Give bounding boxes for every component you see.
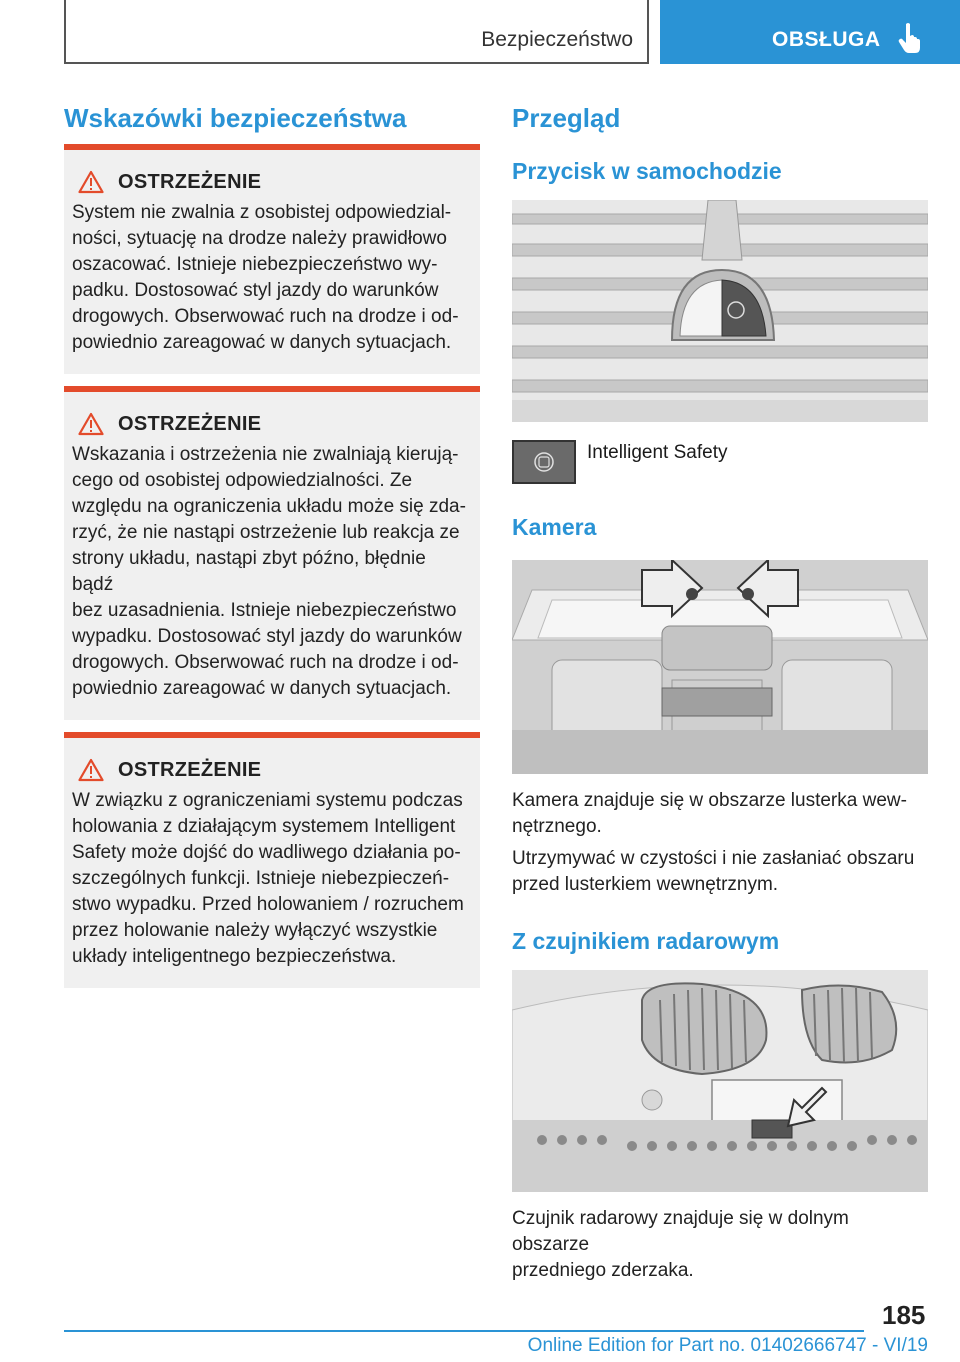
button-legend-row <box>512 440 928 484</box>
warning-triangle-icon <box>78 412 104 436</box>
warning-box-2 <box>64 386 480 720</box>
text-line: przed lusterkiem wewnętrznym. <box>512 874 779 895</box>
footer-divider <box>64 1330 864 1332</box>
overview-title: Przegląd <box>512 103 621 133</box>
warning-box-1 <box>64 144 480 374</box>
warning-line: szczególnych funkcji. Istnieje niebezpieczeń- <box>72 868 450 889</box>
warning-line: W związku z ograniczeniami systemu podczas <box>72 790 463 811</box>
safety-instructions-title: Wskazówki bezpieczeństwa <box>64 103 407 133</box>
radar-section-title: Z czujnikiem radarowym <box>512 928 780 954</box>
warning-text <box>72 788 472 970</box>
text-line: przedniego zderzaka. <box>512 1260 694 1281</box>
text-line: Czujnik radarowy znajduje się w dolnym obszarze <box>512 1208 849 1255</box>
front-bumper-illustration <box>512 970 928 1192</box>
warning-title: OSTRZEŻENIE <box>118 412 262 435</box>
radar-paragraph <box>512 1206 928 1284</box>
warning-line: strony układu, nastąpi zbyt późno, błędnie bądź <box>72 548 426 595</box>
pointing-hand-icon <box>898 22 922 54</box>
warning-line: drogowych. Obserwować ruch na drodze i od- <box>72 306 459 327</box>
warning-line: ności, sytuację na drodze należy prawidłowo <box>72 228 447 249</box>
warning-triangle-icon <box>78 758 104 782</box>
page-number: 185 <box>882 1300 926 1330</box>
warning-line: bez uzasadnienia. Istnieje niebezpieczeństwo <box>72 600 457 621</box>
warning-line: Safety może dojść do wadliwego działania po- <box>72 842 461 863</box>
header-chapter-tab <box>660 0 960 64</box>
warning-box-3 <box>64 732 480 988</box>
radar-sensor <box>752 1120 792 1138</box>
camera-paragraph-2 <box>512 846 928 898</box>
warning-line: padku. Dostosować styl jazdy do warunków <box>72 280 439 301</box>
camera-paragraph-1 <box>512 788 928 840</box>
radar-figure <box>512 970 928 1192</box>
dashboard-grille-illustration <box>512 200 928 422</box>
warning-line: układy inteligentnego bezpieczeństwa. <box>72 946 397 967</box>
warning-line: holowania z działającym systemem Intelligent <box>72 816 456 837</box>
right-column <box>512 100 928 1284</box>
header-section-box <box>64 0 649 64</box>
header-chapter-title: OBSŁUGA <box>772 28 881 51</box>
warning-line: cego od osobistej odpowiedzialności. Ze <box>72 470 413 491</box>
warning-line: wypadku. Dostosować styl jazdy do warunków <box>72 626 462 647</box>
warning-line: oszacować. Istnieje niebezpieczeństwo wy- <box>72 254 438 275</box>
warning-text <box>72 442 472 702</box>
warning-line: rzyć, że nie nastąpi ostrzeżenie lub reakcja ze <box>72 522 460 543</box>
text-line: Utrzymywać w czystości i nie zasłaniać obszaru <box>512 848 915 869</box>
warning-line: powiednio zareagować w danych sytuacjach. <box>72 332 452 353</box>
warning-title: OSTRZEŻENIE <box>118 170 262 193</box>
footer-edition: Online Edition for Part no. 01402666747 - VI/19 <box>527 1335 928 1356</box>
warning-title: OSTRZEŻENIE <box>118 758 262 781</box>
text-line: Kamera znajduje się w obszarze lusterka wew- <box>512 790 907 811</box>
car-button-figure <box>512 200 928 422</box>
text-line: nętrznego. <box>512 816 602 837</box>
warning-line: Wskazania i ostrzeżenia nie zwalniają kierują- <box>72 444 459 465</box>
camera-interior-illustration <box>512 560 928 774</box>
camera-figure <box>512 560 928 774</box>
warning-text <box>72 200 472 356</box>
intelligent-safety-button <box>512 440 576 484</box>
warning-line: System nie zwalnia z osobistej odpowiedzial- <box>72 202 452 223</box>
left-column <box>64 100 480 988</box>
warning-line: powiednio zareagować w danych sytuacjach. <box>72 678 452 699</box>
button-section-title: Przycisk w samochodzie <box>512 158 782 184</box>
warning-line: względu na ograniczenia układu może się zda- <box>72 496 466 517</box>
warning-triangle-icon <box>78 170 104 194</box>
camera-section-title: Kamera <box>512 514 597 540</box>
intelligent-safety-icon <box>514 442 574 482</box>
warning-line: stwo wypadku. Przed holowaniem / rozruchem <box>72 894 464 915</box>
intelligent-safety-label: Intelligent Safety <box>587 442 728 463</box>
header-section-title: Bezpieczeństwo <box>481 28 633 51</box>
warning-line: drogowych. Obserwować ruch na drodze i od- <box>72 652 459 673</box>
warning-line: przez holowanie należy wyłączyć wszystkie <box>72 920 438 941</box>
